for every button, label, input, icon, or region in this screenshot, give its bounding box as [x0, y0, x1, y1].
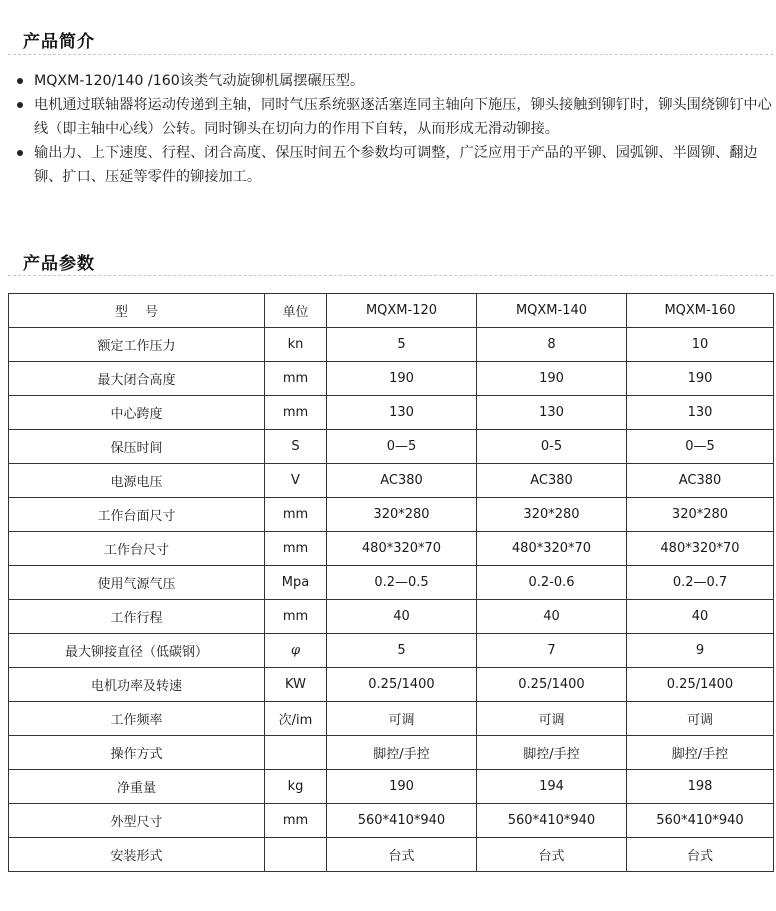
table-row: [9, 634, 774, 668]
row-value-cell: 5: [327, 634, 477, 668]
row-value-cell: 480*320*70: [327, 532, 477, 566]
row-value-cell: 480*320*70: [477, 532, 627, 566]
intro-bullet-text: 输出力、上下速度、行程、闭合高度、保压时间五个参数均可调整，广泛应用于产品的平铆、园弧铆、半圆铆、翻边铆、扩口、压延等零件的铆接加工。: [34, 145, 758, 185]
row-unit-cell: KW: [265, 668, 327, 702]
row-label-cell: 安装形式: [9, 838, 265, 872]
row-value-cell: 130: [327, 396, 477, 430]
row-value-cell: 脚控/手控: [327, 736, 477, 770]
row-value-cell: 194: [477, 770, 627, 804]
table-row: [9, 566, 774, 600]
row-unit-cell: Mpa: [265, 566, 327, 600]
row-unit-cell: mm: [265, 362, 327, 396]
row-label-cell: 电源电压: [9, 464, 265, 498]
row-value-cell: 台式: [627, 838, 774, 872]
params-section-title: 产品参数: [23, 254, 95, 274]
row-value-cell: 480*320*70: [627, 532, 774, 566]
row-value-cell: 560*410*940: [627, 804, 774, 838]
row-value-cell: 320*280: [627, 498, 774, 532]
row-value-cell: 0.2—0.7: [627, 566, 774, 600]
intro-divider: [8, 54, 773, 55]
row-value-cell: 0.25/1400: [477, 668, 627, 702]
header-cell-model: MQXM-140: [477, 294, 627, 328]
row-value-cell: 可调: [627, 702, 774, 736]
row-value-cell: 320*280: [477, 498, 627, 532]
row-value-cell: AC380: [627, 464, 774, 498]
row-value-cell: AC380: [477, 464, 627, 498]
table-row: [9, 464, 774, 498]
intro-section-title: 产品简介: [23, 32, 95, 52]
row-value-cell: 130: [627, 396, 774, 430]
row-value-cell: 560*410*940: [327, 804, 477, 838]
row-value-cell: AC380: [327, 464, 477, 498]
row-value-cell: 脚控/手控: [627, 736, 774, 770]
row-value-cell: 9: [627, 634, 774, 668]
row-unit-cell: [265, 736, 327, 770]
row-value-cell: 台式: [477, 838, 627, 872]
table-row: [9, 430, 774, 464]
table-row: [9, 736, 774, 770]
row-label-cell: 工作行程: [9, 600, 265, 634]
row-label-cell: 最大铆接直径（低碳钢）: [9, 634, 265, 668]
row-value-cell: 0.2—0.5: [327, 566, 477, 600]
table-row: [9, 362, 774, 396]
row-value-cell: 560*410*940: [477, 804, 627, 838]
row-value-cell: 130: [477, 396, 627, 430]
table-header-row: [9, 294, 774, 328]
header-cell-model: MQXM-160: [627, 294, 774, 328]
row-value-cell: 0-5: [477, 430, 627, 464]
table-row: [9, 702, 774, 736]
table-row: [9, 668, 774, 702]
row-unit-cell: kg: [265, 770, 327, 804]
row-unit-cell: mm: [265, 804, 327, 838]
intro-bullet-text: 电机通过联轴器将运动传递到主轴，同时气压系统驱逐活塞连同主轴向下施压，铆头接触到铆钉时，铆头围绕铆钉中心线（即主轴中心线）公转。同时铆头在切向力的作用下自转，从而形成无滑动铆接。: [34, 97, 772, 137]
row-value-cell: 0.25/1400: [327, 668, 477, 702]
row-label-cell: 净重量: [9, 770, 265, 804]
row-value-cell: 台式: [327, 838, 477, 872]
table-row: [9, 396, 774, 430]
row-value-cell: 脚控/手控: [477, 736, 627, 770]
table-row: [9, 532, 774, 566]
params-divider: [8, 275, 773, 276]
header-cell-model: MQXM-120: [327, 294, 477, 328]
row-value-cell: 8: [477, 328, 627, 362]
row-unit-cell: mm: [265, 396, 327, 430]
row-unit-cell: mm: [265, 498, 327, 532]
row-value-cell: 0—5: [627, 430, 774, 464]
row-unit-cell: S: [265, 430, 327, 464]
row-label-cell: 额定工作压力: [9, 328, 265, 362]
row-value-cell: 0.2-0.6: [477, 566, 627, 600]
row-value-cell: 0—5: [327, 430, 477, 464]
table-row: [9, 498, 774, 532]
row-unit-cell: φ: [265, 634, 327, 668]
row-label-cell: 工作台面尺寸: [9, 498, 265, 532]
table-row: [9, 770, 774, 804]
row-value-cell: 7: [477, 634, 627, 668]
row-label-cell: 最大闭合高度: [9, 362, 265, 396]
params-table: [8, 293, 774, 872]
row-label-cell: 操作方式: [9, 736, 265, 770]
row-value-cell: 198: [627, 770, 774, 804]
row-label-cell: 保压时间: [9, 430, 265, 464]
row-value-cell: 40: [627, 600, 774, 634]
row-label-cell: 电机功率及转速: [9, 668, 265, 702]
bullet-dot-icon: [17, 78, 23, 84]
intro-bullet-list: [13, 69, 773, 189]
row-value-cell: 190: [477, 362, 627, 396]
row-unit-cell: V: [265, 464, 327, 498]
row-value-cell: 320*280: [327, 498, 477, 532]
bullet-dot-icon: [17, 102, 23, 108]
table-row: [9, 804, 774, 838]
row-label-cell: 工作频率: [9, 702, 265, 736]
table-row: [9, 600, 774, 634]
row-value-cell: 可调: [477, 702, 627, 736]
intro-bullet-item: [13, 69, 773, 93]
row-label-cell: 中心跨度: [9, 396, 265, 430]
intro-bullet-text: MQXM-120/140 /160该类气动旋铆机属摆碾压型。: [34, 73, 365, 89]
row-label-cell: 外型尺寸: [9, 804, 265, 838]
header-cell-unit: 单位: [265, 294, 327, 328]
row-label-cell: 使用气源气压: [9, 566, 265, 600]
row-unit-cell: mm: [265, 532, 327, 566]
row-value-cell: 0.25/1400: [627, 668, 774, 702]
table-row: [9, 328, 774, 362]
row-value-cell: 5: [327, 328, 477, 362]
row-value-cell: 190: [627, 362, 774, 396]
intro-bullet-item: [13, 93, 773, 141]
row-unit-cell: 次/im: [265, 702, 327, 736]
row-value-cell: 40: [477, 600, 627, 634]
row-value-cell: 10: [627, 328, 774, 362]
header-cell-name: 型 号: [9, 294, 265, 328]
row-value-cell: 190: [327, 770, 477, 804]
row-unit-cell: [265, 838, 327, 872]
row-unit-cell: mm: [265, 600, 327, 634]
row-unit-cell: kn: [265, 328, 327, 362]
table-row: [9, 838, 774, 872]
bullet-dot-icon: [17, 150, 23, 156]
row-value-cell: 可调: [327, 702, 477, 736]
row-value-cell: 190: [327, 362, 477, 396]
row-value-cell: 40: [327, 600, 477, 634]
row-label-cell: 工作台尺寸: [9, 532, 265, 566]
intro-bullet-item: [13, 141, 773, 189]
